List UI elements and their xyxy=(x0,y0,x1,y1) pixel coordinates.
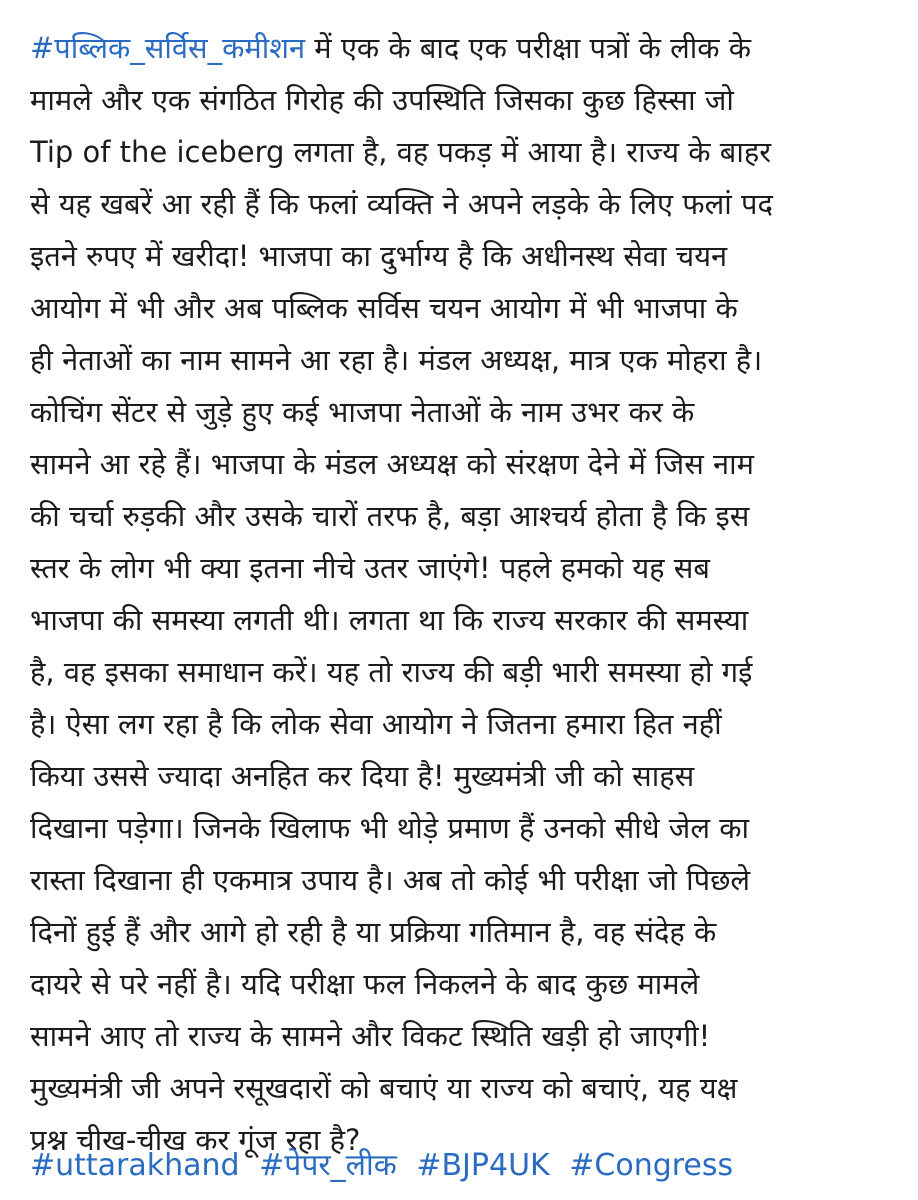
post-text-line: रास्ता दिखाना ही एकमात्र उपाय है। अब तो कोई भी परीक्षा जो पिछले xyxy=(30,863,751,897)
post-text-line: भाजपा की समस्या लगती थी। लगता था कि राज्य सरकार की समस्या xyxy=(30,603,749,637)
post-text-line: किया उससे ज्यादा अनहित कर दिया है! मुख्यमंत्री जी को साहस xyxy=(30,759,695,793)
post-text-line: इतने रुपए में खरीदा! भाजपा का दुर्भाग्य है कि अधीनस्थ सेवा चयन xyxy=(30,239,728,273)
post-text-line: ही नेताओं का नाम सामने आ रहा है। मंडल अध्यक्ष, मात्र एक मोहरा है। xyxy=(30,343,763,377)
post-text-line: सामने आ रहे हैं। भाजपा के मंडल अध्यक्ष को संरक्षण देने में जिस नाम xyxy=(30,447,754,481)
post-text-line: प्रश्न चीख-चीख कर गूंज रहा है? xyxy=(30,1123,361,1157)
hashtag-link-public-service-commission[interactable]: #पब्लिक_सर्विस_कमीशन xyxy=(30,31,306,65)
post-text-line: मामले और एक संगठित गिरोह की उपस्थिति जिसका कुछ हिस्सा जो xyxy=(30,83,734,117)
post-text-line: मुख्यमंत्री जी अपने रसूखदारों को बचाएं या राज्य को बचाएं, यह यक्ष xyxy=(30,1071,738,1105)
post-text-line: Tip of the iceberg लगता है, वह पकड़ में आया है। राज्य के बाहर xyxy=(30,135,772,169)
hashtag-row xyxy=(30,1140,733,1192)
post-text-line: दिनों हुई हैं और आगे हो रही है या प्रक्रिया गतिमान है, वह संदेह के xyxy=(30,915,717,949)
post-text-line: आयोग में भी और अब पब्लिक सर्विस चयन आयोग में भी भाजपा के xyxy=(30,291,738,325)
post-text-line: स्तर के लोग भी क्या इतना नीचे उतर जाएंगे! पहले हमको यह सब xyxy=(30,551,710,585)
post-text-line: दिखाना पड़ेगा। जिनके खिलाफ भी थोड़े प्रमाण हैं उनको सीधे जेल का xyxy=(30,811,749,845)
post-text-line: दायरे से परे नहीं है। यदि परीक्षा फल निकलने के बाद कुछ मामले xyxy=(30,967,700,1001)
post-text-line-1-rest: में एक के बाद एक परीक्षा पत्रों के लीक के xyxy=(305,31,752,65)
post-text-line: है। ऐसा लग रहा है कि लोक सेवा आयोग ने जितना हमारा हित नहीं xyxy=(30,707,722,741)
post-body xyxy=(30,22,898,1166)
hashtag-link-bjp4uk[interactable]: #BJP4UK xyxy=(416,1148,550,1183)
post-text-line: है, वह इसका समाधान करें। यह तो राज्य की बड़ी भारी समस्या हो गई xyxy=(30,655,753,689)
hashtag-link-paper-leak[interactable]: #पेपर_लीक xyxy=(259,1148,397,1183)
post-text-line: सामने आए तो राज्य के सामने और विकट स्थिति खड़ी हो जाएगी! xyxy=(30,1019,711,1053)
post-text-line: कोचिंग सेंटर से जुड़े हुए कई भाजपा नेताओं के नाम उभर कर के xyxy=(30,395,695,429)
post-text-line-1 xyxy=(30,22,898,74)
post-text-line: की चर्चा रुड़की और उसके चारों तरफ है, बड़ा आश्चर्य होता है कि इस xyxy=(30,499,750,533)
hashtag-link-uttarakhand[interactable]: #uttarakhand xyxy=(30,1148,240,1183)
hashtag-link-congress[interactable]: #Congress xyxy=(569,1148,734,1183)
post-text-line: से यह खबरें आ रही हैं कि फलां व्यक्ति ने अपने लड़के के लिए फलां पद xyxy=(30,187,773,221)
